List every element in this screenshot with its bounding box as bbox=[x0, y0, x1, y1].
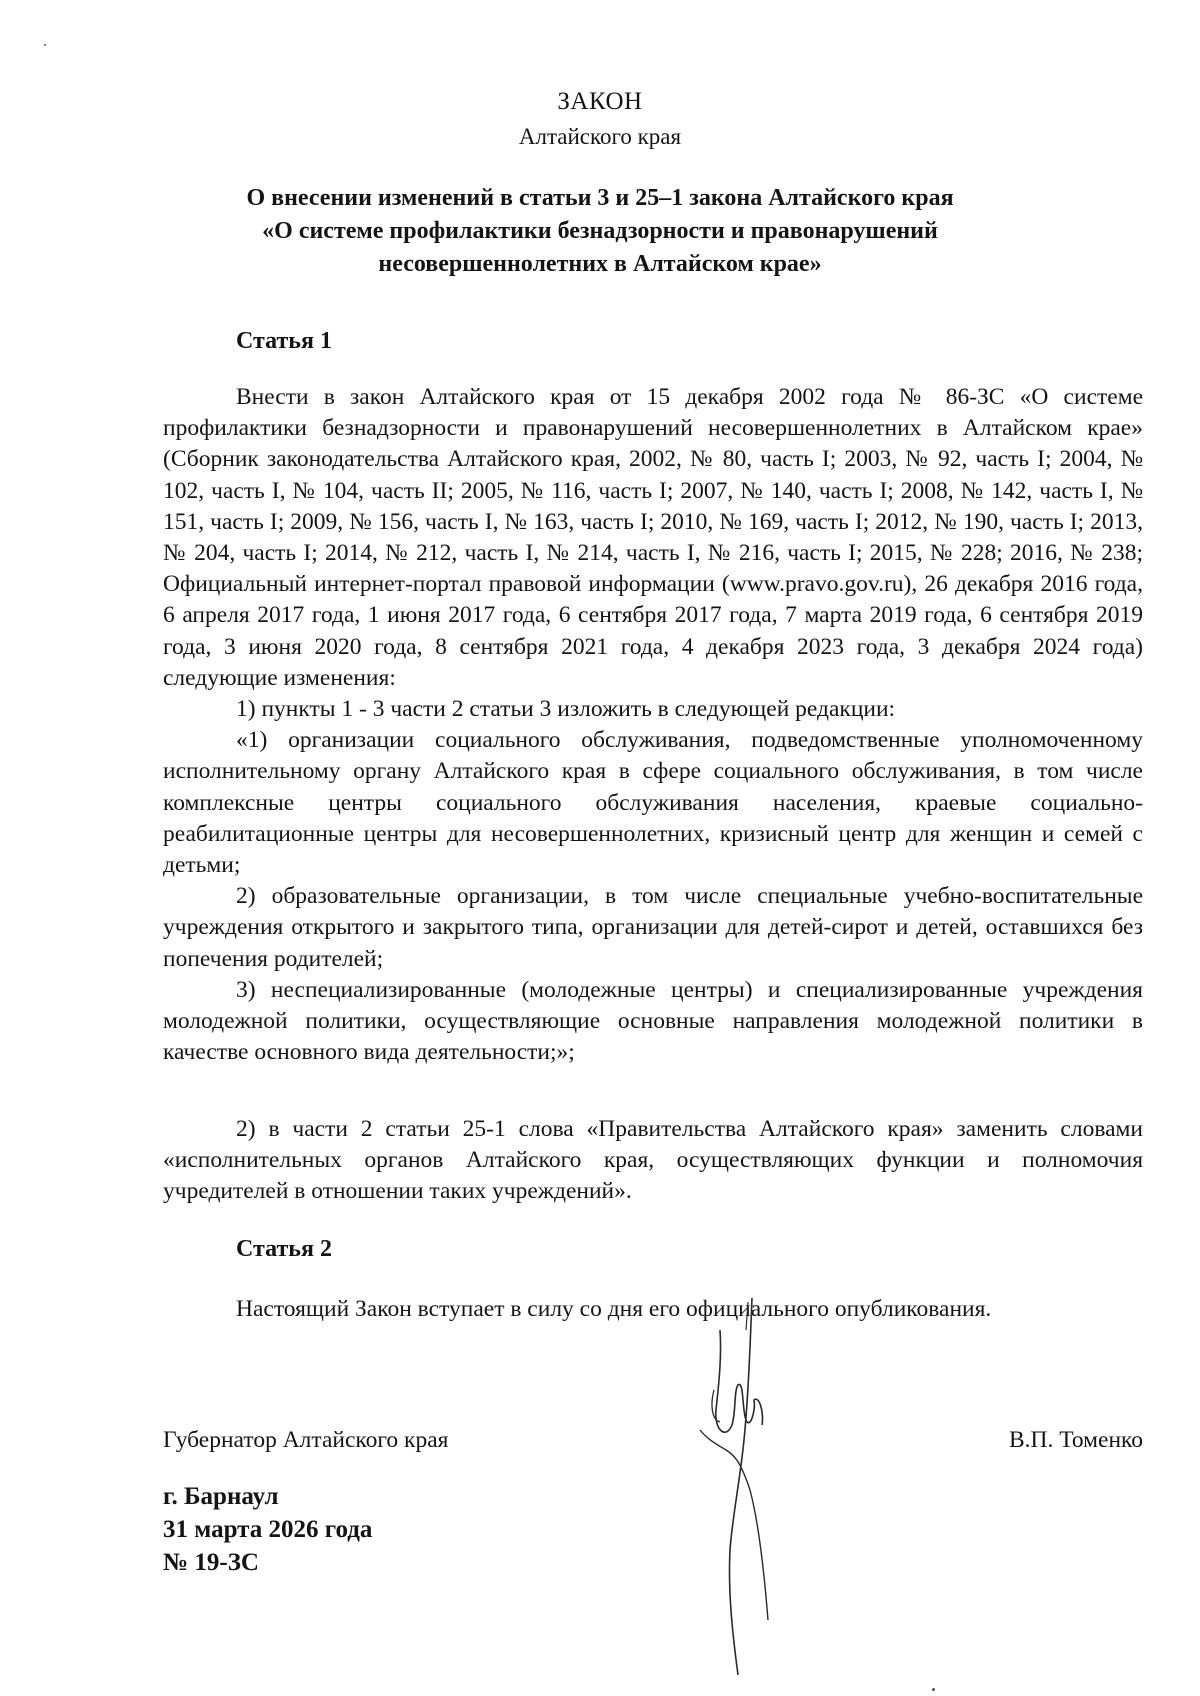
title-line: О внесении изменений в статьи 3 и 25–1 закона Алтайского края bbox=[246, 185, 954, 211]
article-2-text: Настоящий Закон вступает в силу со дня его официального опубликования. bbox=[236, 1296, 992, 1322]
signatory-position: Губернатор Алтайского края bbox=[163, 1427, 449, 1453]
article-1-subitem-3: 3) неспециализированные (молодежные центры) и специализированные учреждения молодежной политики, осуществляющие основные направления молодежной политики в качестве основного вида деятельности;»; bbox=[163, 976, 1143, 1066]
title-line: несовершеннолетних в Алтайском крае» bbox=[378, 251, 822, 277]
article-1-item-2-text: 2) в части 2 статьи 25-1 слова «Правительства Алтайского края» заменить словами «исполнительных органов Алтайского края, осуществляющих функции и полномочия учредителей в отношении таких учреждений». bbox=[163, 1116, 1143, 1205]
article-1-item-1-lead: 1) пункты 1 - 3 части 2 статьи 3 изложить в следующей редакции: bbox=[236, 696, 896, 723]
scan-speck bbox=[44, 44, 46, 46]
document-title bbox=[0, 182, 1200, 281]
footer-date: 31 марта 2026 года bbox=[163, 1516, 373, 1543]
signatory-name: В.П. Томенко bbox=[1008, 1427, 1143, 1453]
article-2-heading: Статья 2 bbox=[236, 1236, 332, 1262]
article-1-intro: Внести в закон Алтайского края от 15 декабря 2002 года № 86-ЗС «О системе профилактики безнадзорности и правонарушений несовершеннолетних в Алтайском крае» (Сборник законодательства Алтайского края, 2002, № 80, часть I; 2003, № 92, часть I; 2004, № 102, часть I, № 104, часть II; 2005, № 116, часть I; 2007, № 140, часть I; 2008, № 142, часть I, № 151, часть I; 2009, № 156, часть I, № 163, часть I; 2010, № 169, часть I; 2012, № 190, часть I; 2013, № 204, часть I; 2014, № 212, часть I, № 214, часть I, № 216, часть I; 2015, № 228; 2016, № 238; Официальный интернет-портал правовой информации (www.pravo.gov.ru), 26 декабря 2016 года, 6 апреля 2017 года, 1 июня 2017 года, 6 сентября 2017 года, 7 марта 2019 года, 6 сентября 2019 года, 3 июня 2020 года, 8 сентября 2021 года, 4 декабря 2023 года, 3 декабря 2024 года) следующие изменения: bbox=[163, 384, 1143, 691]
title-line: «О системе профилактики безнадзорности и правонарушений bbox=[262, 218, 938, 244]
footer-block bbox=[163, 1480, 372, 1579]
article-1-heading: Статья 1 bbox=[236, 328, 332, 354]
document-type: ЗАКОН bbox=[557, 88, 643, 115]
document-region: Алтайского края bbox=[518, 124, 682, 149]
footer-number: № 19-ЗС bbox=[163, 1549, 259, 1576]
article-1-subitem-2: 2) образовательные организации, в том числе специальные учебно-воспитательные учреждения открытого и закрытого типа, организации для детей-сирот и детей, оставшихся без попечения родителей; bbox=[163, 883, 1143, 972]
article-1-body bbox=[163, 382, 1143, 1068]
article-2-body bbox=[163, 1294, 1143, 1325]
signature-image bbox=[660, 1290, 810, 1680]
article-1-item-2 bbox=[163, 1114, 1143, 1208]
article-1-subitem-1: «1) организации социального обслуживания, подведомственные уполномоченному исполнительному органу Алтайского края в сфере социального обслуживания, в том числе комплексные центры социального обслуживания населения, краевые социально-реабилитационные центры для несовершеннолетних, кризисный центр для женщин и семей с детьми; bbox=[163, 727, 1143, 879]
scan-speck bbox=[932, 1688, 935, 1691]
footer-city: г. Барнаул bbox=[163, 1483, 279, 1510]
